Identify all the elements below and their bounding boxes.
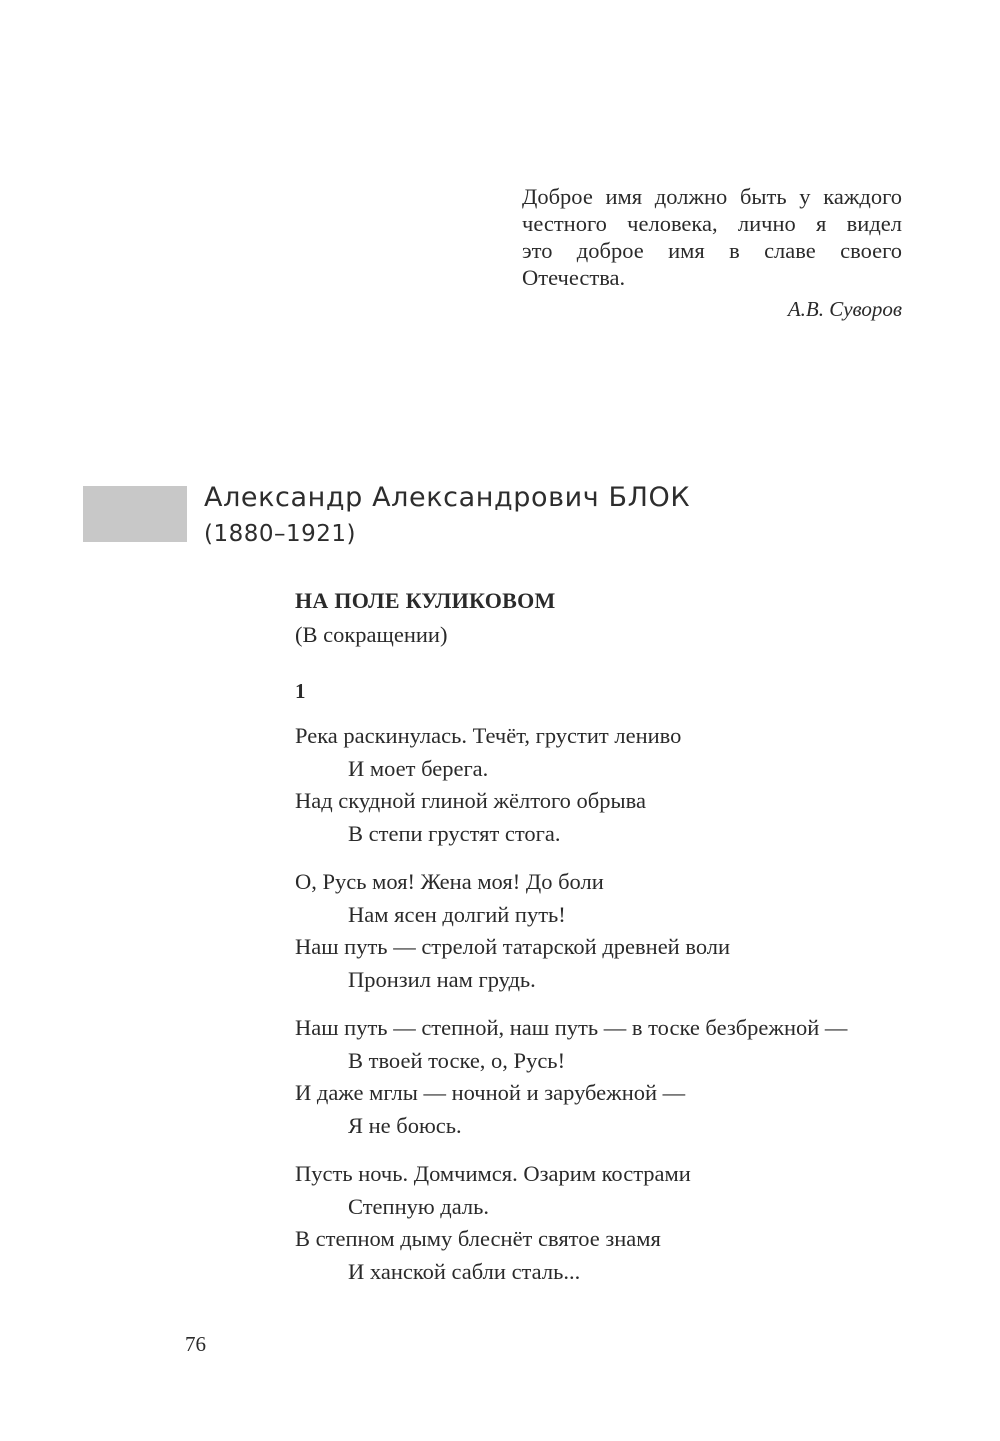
verse-line: Нам ясен долгий путь!: [348, 901, 566, 927]
verse-line: Над скудной глиной жёлтого обрыва: [295, 788, 646, 813]
verse-line: Степную даль.: [348, 1193, 490, 1219]
author-marker-bar: [83, 486, 187, 542]
verse-line: Наш путь — степной, наш путь — в тоске безбрежной —: [295, 1015, 848, 1040]
epigraph-author: А.В. Суворов: [787, 297, 902, 321]
author-name: Александр Александрович БЛОК: [204, 482, 691, 513]
poem-part-number: 1: [295, 679, 306, 703]
stanza: [295, 1012, 915, 1142]
verse-line: В степном дыму блеснёт святое знамя: [295, 1226, 661, 1251]
poem-title: НА ПОЛЕ КУЛИКОВОМ: [295, 588, 556, 613]
stanza: [295, 720, 915, 850]
verse-line: О, Русь моя! Жена моя! До боли: [295, 869, 604, 894]
verse-line: Пусть ночь. Домчимся. Озарим кострами: [295, 1161, 691, 1186]
stanza: [295, 866, 915, 996]
poem: [295, 586, 915, 1288]
poem-subtitle: (В сокращении): [295, 622, 448, 647]
epigraph-line: Отечества.: [522, 265, 626, 290]
epigraph: [522, 183, 902, 291]
epigraph-line: Доброе имя должно быть у каждого: [522, 184, 902, 209]
epigraph-line: это доброе имя в славе своего: [522, 238, 902, 263]
verse-line: В твоей тоске, о, Русь!: [348, 1047, 566, 1073]
verse-line: В степи грустят стога.: [348, 820, 561, 846]
verse-line: И даже мглы — ночной и зарубежной —: [295, 1080, 686, 1105]
page-number: 76: [185, 1332, 206, 1356]
verse-line: Я не боюсь.: [348, 1112, 462, 1138]
verse-line: Пронзил нам грудь.: [348, 966, 536, 992]
author-years: (1880–1921): [204, 521, 357, 547]
verse-line: И моет берега.: [348, 755, 489, 781]
epigraph-line: честного человека, лично я видел: [522, 211, 902, 236]
verse-line: Наш путь — стрелой татарской древней воли: [295, 934, 731, 959]
stanza: [295, 1158, 915, 1288]
verse-line: Река раскинулась. Течёт, грустит лениво: [295, 723, 682, 748]
verse-line: И ханской сабли сталь...: [348, 1258, 581, 1284]
